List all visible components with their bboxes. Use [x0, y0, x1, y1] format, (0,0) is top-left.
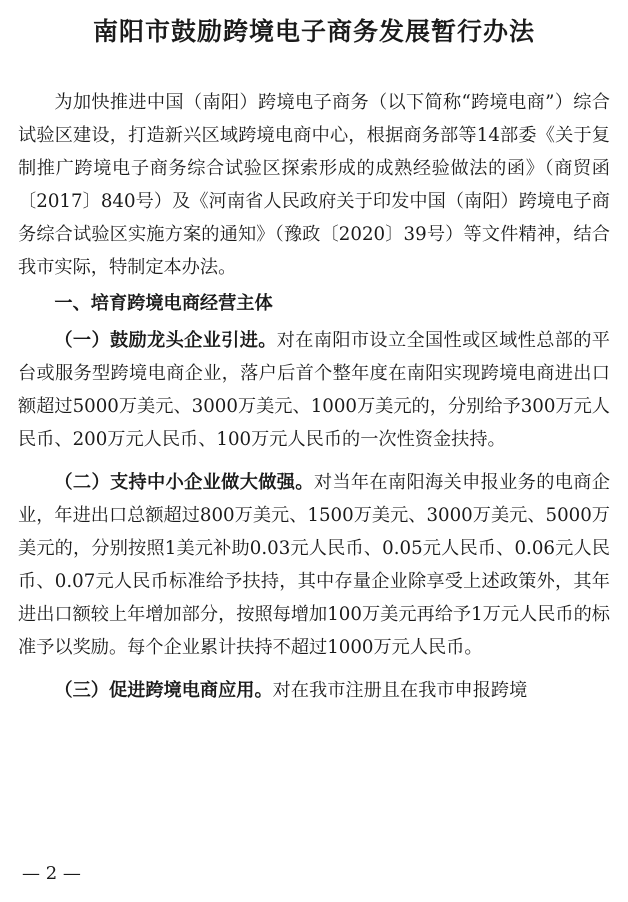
page-number: — 2 — — [22, 863, 81, 884]
clause-body: 对在南阳市设立全国性或区域性总部的平台或服务型跨境电商企业，落户后首个整年度在南阳实现跨境电商进出口额超过5000万美元、3000万美元、1000万美元的，分别给予300万元人民币、200万元人民币、100万元人民币的一次性资金扶持。 — [18, 330, 610, 450]
document-title: 南阳市鼓励跨境电子商务发展暂行办法 — [92, 17, 535, 46]
clause-lead: （三）促进跨境电商应用。 — [54, 680, 273, 701]
clause-body: 对当年在南阳海关申报业务的电商企业，年进出口总额超过800万美元、1500万美元、3000万美元、5000万美元的，分别按照1美元补助0.03元人民币、0.05元人民币、0.06元人民币、0.07元人民币标准给予扶持，其中存量企业除享受上述政策外，其年进出口额较上年增加部分，按照每增加100万美元再给予1万元人民币的标准予以奖励。每个企业累计扶持不超过1000万元人民币。 — [18, 472, 610, 658]
clause-body: 对在我市注册且在我市申报跨境 — [272, 680, 528, 701]
clause-lead: （二）支持中小企业做大做强。 — [54, 472, 314, 493]
clause-lead: （一）鼓励龙头企业引进。 — [54, 330, 277, 351]
clause-paragraph-3 — [18, 674, 610, 707]
clause-paragraph-1 — [18, 324, 610, 456]
clause-paragraph-2 — [18, 466, 610, 664]
intro-paragraph: 为加快推进中国（南阳）跨境电子商务（以下简称“跨境电商”）综合试验区建设，打造新兴区域跨境电商中心，根据商务部等14部委《关于复制推广跨境电子商务综合试验区探索形成的成熟经验做法的函》（商贸函〔2017〕840号）及《河南省人民政府关于印发中国（南阳）跨境电子商务综合试验区实施方案的通知》（豫政〔2020〕39号）等文件精神，结合我市实际，特制定本办法。 — [18, 92, 610, 278]
section-heading: 一、培育跨境电商经营主体 — [54, 293, 273, 314]
